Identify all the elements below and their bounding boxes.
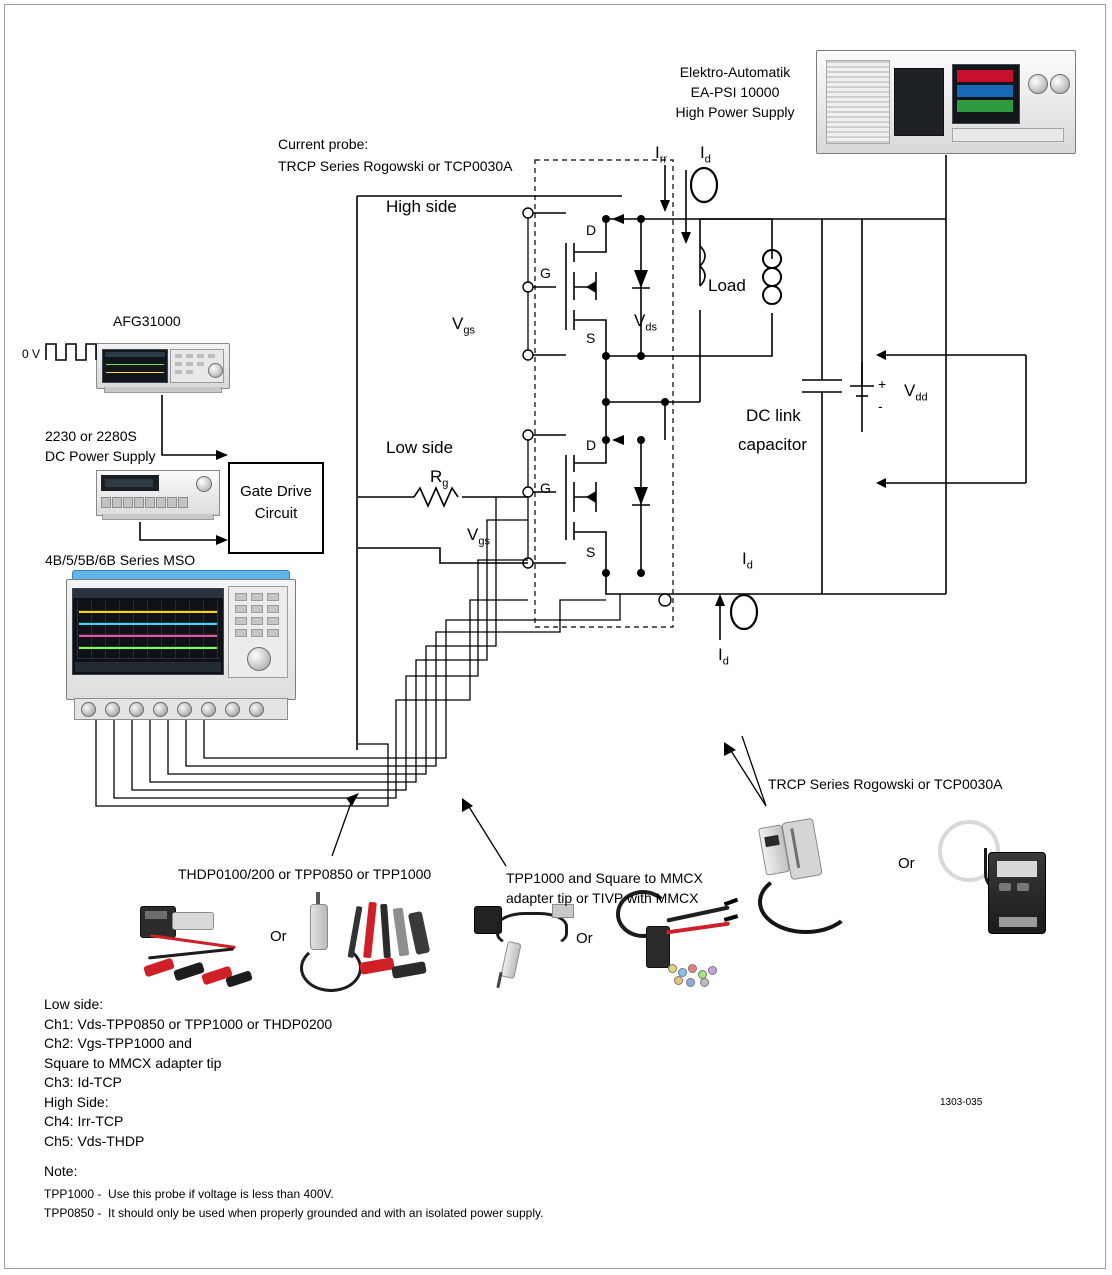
- rg-sub: g: [442, 477, 449, 490]
- pulse-waveform-icon: [44, 338, 104, 364]
- thdp-probe-image: [140, 900, 260, 992]
- vds-label: [634, 310, 657, 335]
- mso-label: 4B/5/5B/6B Series MSO: [45, 552, 196, 568]
- high-side-label: High side: [386, 197, 457, 216]
- footer-note-line-1: TPP0850 - It should only be used when properly grounded and with an isolated power supply.: [44, 1205, 544, 1220]
- rogowski-coil-image: [930, 818, 1050, 940]
- gate-drive-label-line2: Circuit: [254, 505, 298, 522]
- figure-id-code: 1303-035: [940, 1097, 983, 1108]
- channel-notes: [44, 996, 332, 1150]
- vds-sub: ds: [645, 321, 657, 334]
- dc-supply-label-line2: DC Power Supply: [45, 448, 156, 464]
- vdd-text: V: [904, 381, 916, 400]
- irr-label: [655, 142, 667, 167]
- dc-power-supply-image: [96, 470, 218, 522]
- psi-label-line1: Elektro-Automatik: [679, 64, 791, 80]
- channel-note-0: Low side:: [44, 996, 104, 1012]
- vds-text: V: [634, 311, 646, 330]
- mosfet-high-d: D: [586, 222, 597, 238]
- mmcx-adapter-image: [474, 898, 586, 990]
- channel-note-5: High Side:: [44, 1093, 109, 1110]
- vdd-plus-sign: +: [878, 376, 887, 392]
- channel-note-3: Square to MMCX adapter tip: [44, 1054, 222, 1071]
- psi-label-line2: EA-PSI 10000: [690, 84, 780, 100]
- channel-note-7: Ch5: Vds-THDP: [44, 1132, 145, 1149]
- vdd-sub: dd: [915, 391, 928, 404]
- id-top-sub: d: [704, 153, 711, 166]
- current-probe-note-line2: TRCP Series Rogowski or TCP0030A: [278, 158, 513, 174]
- vdd-label: [904, 380, 928, 405]
- vgs-low-label: [467, 524, 490, 549]
- id-bottom-text: I: [718, 645, 723, 664]
- mmcx-caption-line1: TPP1000 and Square to MMCX: [506, 870, 703, 886]
- mso-oscilloscope-image: [62, 570, 298, 720]
- dc-link-label-line2: capacitor: [738, 435, 807, 454]
- id-mid-text: I: [742, 549, 747, 568]
- footer-note: [44, 1163, 543, 1221]
- vgs-high-label: [452, 313, 475, 338]
- mosfet-low-g: G: [540, 480, 551, 496]
- load-label: Load: [708, 276, 746, 295]
- footer-note-line-0: TPP1000 - Use this probe if voltage is less than 400V.: [44, 1186, 334, 1201]
- vgs-high-sub: gs: [463, 324, 475, 337]
- mosfet-high-s: S: [586, 330, 596, 346]
- id-top-text: I: [700, 143, 705, 162]
- dc-link-label-line1: DC link: [746, 406, 801, 425]
- mmcx-caption-line2: adapter tip or TIVP with MMCX: [506, 890, 699, 906]
- low-side-label: Low side: [386, 438, 454, 457]
- irr-text: I: [655, 143, 660, 162]
- id-bottom-sub: d: [722, 655, 729, 668]
- mosfet-low-s: S: [586, 544, 596, 560]
- channel-note-4: Ch3: Id-TCP: [44, 1074, 122, 1090]
- channel-note-2: Ch2: Vgs-TPP1000 and: [44, 1035, 192, 1051]
- or-label-2: Or: [576, 930, 593, 947]
- vgs-low-sub: gs: [478, 535, 490, 548]
- trcp-caption: TRCP Series Rogowski or TCP0030A: [768, 776, 1003, 792]
- or-label-3: Or: [898, 855, 915, 872]
- id-top-label: [700, 142, 711, 167]
- rg-text: R: [430, 467, 443, 486]
- channel-note-6: Ch4: Irr-TCP: [44, 1113, 124, 1129]
- id-bottom-label: [718, 644, 729, 669]
- mosfet-high-g: G: [540, 265, 551, 281]
- channel-note-1: Ch1: Vds-TPP0850 or TPP1000 or THDP0200: [44, 1015, 333, 1032]
- afg-pulse-label: 0 V: [22, 347, 41, 361]
- mosfet-low-d: D: [586, 437, 597, 453]
- trcp-current-probe-image: [756, 820, 896, 938]
- ea-psi-power-supply-image: [816, 50, 1074, 155]
- psi-label-line3: High Power Supply: [675, 104, 795, 120]
- tpp-probe-kit-image: [300, 898, 450, 994]
- vdd-minus-sign: -: [878, 398, 883, 414]
- dc-supply-label-line1: 2230 or 2280S: [45, 428, 137, 444]
- or-label-1: Or: [270, 928, 287, 945]
- gate-drive-label-line1: Gate Drive: [240, 483, 312, 500]
- id-mid-sub: d: [746, 559, 753, 572]
- irr-sub: rr: [659, 153, 668, 166]
- thdp-caption: THDP0100/200 or TPP0850 or TPP1000: [178, 866, 432, 882]
- id-mid-label: [742, 548, 753, 573]
- footer-note-title: Note:: [44, 1163, 78, 1179]
- afg31000-image: [96, 343, 228, 395]
- vgs-high-text: V: [452, 314, 464, 333]
- current-probe-note-line1: Current probe:: [278, 136, 369, 152]
- afg-label: AFG31000: [113, 313, 181, 329]
- rg-label: [430, 466, 448, 491]
- vgs-low-text: V: [467, 525, 479, 544]
